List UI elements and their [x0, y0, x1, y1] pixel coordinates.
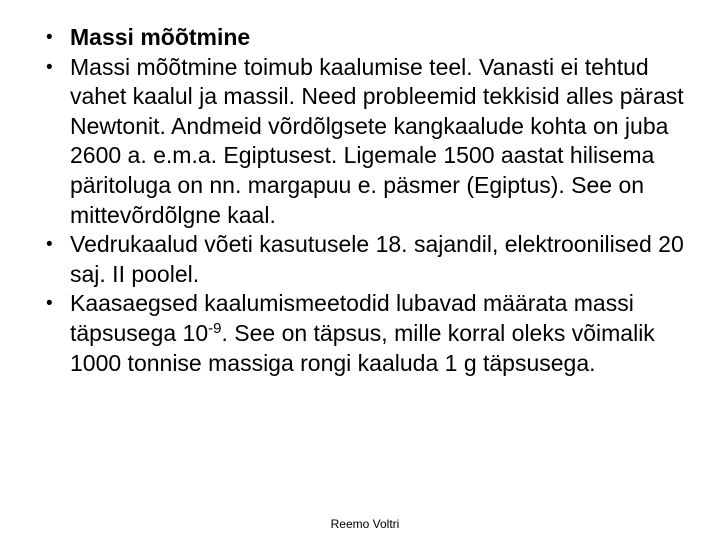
bullet-item-modern-methods — [46, 289, 696, 378]
bullet-modern-text-before: Kaasaegsed kaalumismeetodid lubavad määrata massi täpsusega 10 — [70, 290, 634, 346]
bullet-title-text: Massi mõõtmine — [70, 24, 251, 50]
bullet-item-spring-scales — [46, 230, 696, 289]
bullet-dot-icon: • — [46, 27, 53, 48]
bullet-spring-scales-text: Vedrukaalud võeti kasutusele 18. sajandil, elektroonilised 20 saj. II poolel. — [70, 231, 684, 287]
bullet-dot-icon: • — [46, 56, 53, 78]
bullet-item-history — [46, 53, 696, 231]
precision-exponent: -9 — [208, 319, 222, 337]
bullet-modern-text-after: . See on täpsus, mille korral oleks võimalik 1000 tonnise massiga rongi kaaluda 1 g täpsusega. — [70, 319, 655, 376]
bullet-dot-icon: • — [46, 234, 53, 256]
bullet-item-title — [46, 23, 696, 53]
bullet-history-text: Massi mõõtmine toimub kaalumise teel. Vanasti ei tehtud vahet kaalul ja massil. Need probleemid tekkisid alles pärast Newtonit. Andmeid võrdõlgsete kangkaalude kohta on juba 2600 a. e.m.a. Egiptusest. Ligemale 1500 aastat hilisema päritoluga on nn. margapuu e. päsmer (Egiptus). See on mittevõrdõlgne kaal. — [70, 53, 684, 228]
footer-author: Reemo Voltri — [330, 517, 400, 531]
bullet-list — [46, 23, 696, 378]
bullet-dot-icon: • — [46, 293, 53, 315]
